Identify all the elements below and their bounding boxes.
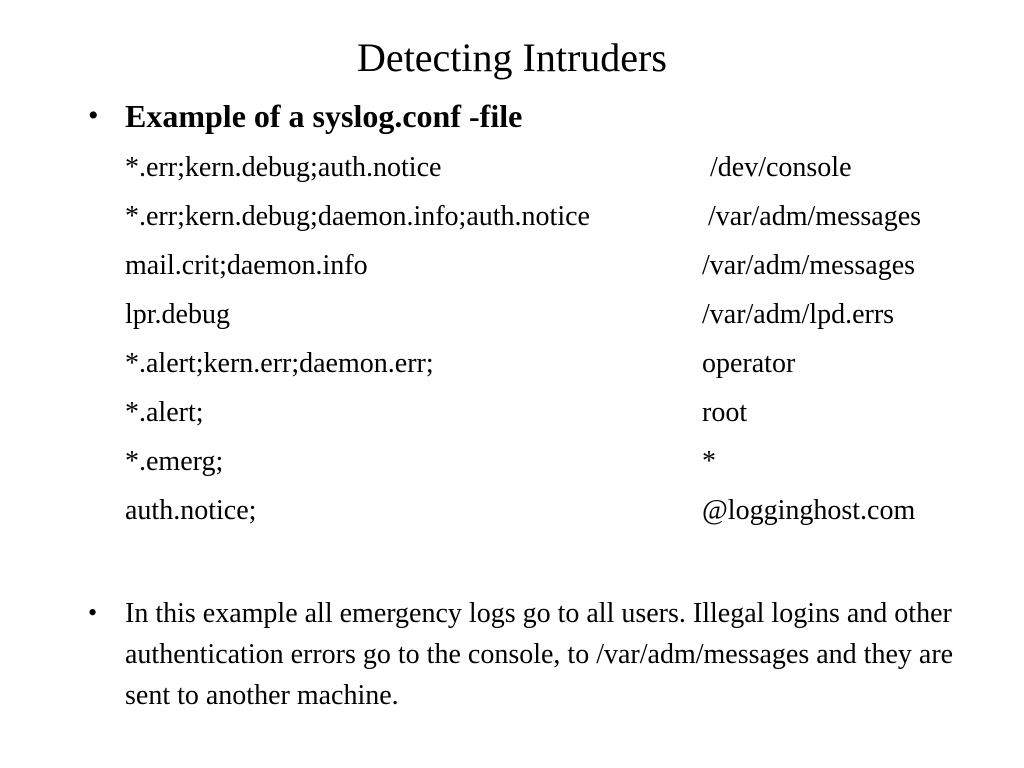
syslog-rule-row [125, 200, 985, 234]
syslog-rule-row [125, 445, 985, 479]
syslog-rule-row [125, 396, 985, 430]
rule-selector: *.emerg; [125, 446, 224, 477]
syslog-rule-row [125, 249, 985, 283]
rule-selector: *.err;kern.debug;daemon.info;auth.notice [125, 201, 590, 232]
rule-action: root [702, 397, 748, 428]
section-heading: Example of a syslog.conf -file [125, 98, 523, 134]
syslog-rule-row [125, 494, 985, 528]
rule-selector: *.alert;kern.err;daemon.err; [125, 348, 434, 379]
rule-selector: auth.notice; [125, 495, 257, 526]
rule-action: /dev/console [710, 152, 852, 183]
rule-action: * [702, 446, 716, 477]
explanation-paragraph: In this example all emergency logs go to all users. Illegal logins and other authentication errors go to the console, to /var/adm/messages and they are sent to another machine. [125, 598, 954, 711]
syslog-rule-row [125, 298, 985, 332]
rule-selector: lpr.debug [125, 299, 230, 330]
slide-title: Detecting Intruders [357, 35, 667, 80]
rule-action: /var/adm/lpd.errs [702, 299, 895, 330]
rule-action: @logginghost.com [702, 495, 916, 526]
rule-selector: mail.crit;daemon.info [125, 250, 368, 281]
rule-selector: *.err;kern.debug;auth.notice [125, 152, 442, 183]
rule-selector: *.alert; [125, 397, 204, 428]
bullet-marker: • [88, 99, 99, 132]
rule-action: /var/adm/messages [708, 201, 922, 232]
syslog-rule-row [125, 151, 985, 185]
rule-action: operator [702, 348, 796, 379]
syslog-rule-row [125, 347, 985, 381]
rule-action: /var/adm/messages [702, 250, 916, 281]
bullet-marker: • [88, 598, 98, 627]
